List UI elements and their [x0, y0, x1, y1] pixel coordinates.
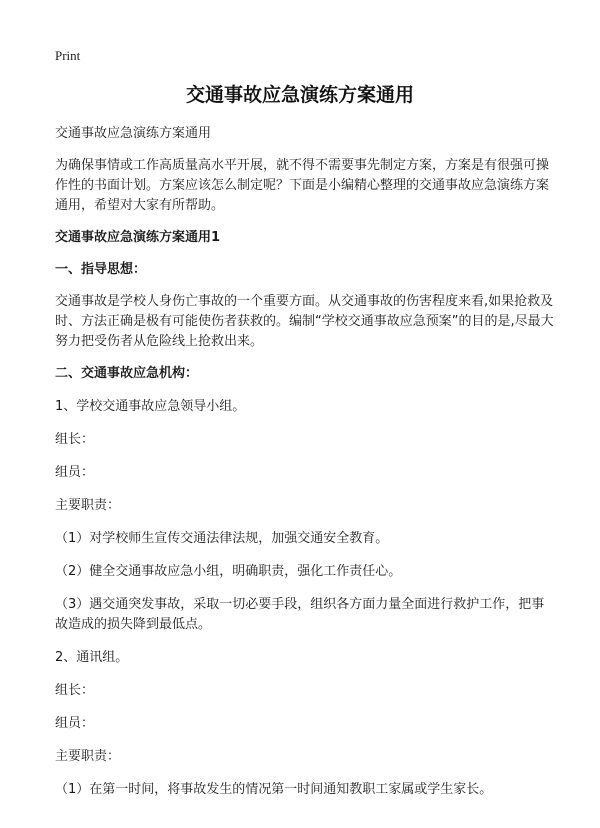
- page-title: 交通事故应急演练方案通用: [185, 84, 414, 106]
- group-1-duty-2: （2）健全交通事故应急小组，明确职责，强化工作责任心。: [55, 564, 402, 579]
- section-title: 交通事故应急演练方案通用1: [55, 230, 221, 245]
- group-1-members: 组员：: [55, 465, 95, 480]
- guiding-paragraph: 交通事故是学校人身伤亡事故的一个重要方面。从交通事故的伤害程度来看,如果抢救及时、方法正确是极有可能使伤者获救的。编制“学校交通事故应急预案”的目的是,尽最大努力把受伤者从危险线上抢救出来。: [55, 294, 554, 349]
- document-subtitle: 交通事故应急演练方案通用: [55, 126, 212, 141]
- heading-emergency-organization: 二、交通事故应急机构：: [55, 366, 199, 381]
- intro-paragraph: 为确保事情或工作高质量高水平开展，就不得不需要事先制定方案，方案是有很强可操作性的书面计划。方案应该怎么制定呢？下面是小编精心整理的交通事故应急演练方案通用，希望对大家有所帮助。: [55, 158, 550, 213]
- group-2-duties-label: 主要职责：: [55, 749, 121, 764]
- group-1-leader: 组长：: [55, 432, 95, 447]
- print-link[interactable]: Print: [55, 48, 81, 63]
- document-body: [55, 124, 555, 800]
- group-1-duty-3: （3）遇交通突发事故，采取一切必要手段，组织各方面力量全面进行救护工作，把事故造成的损失降到最低点。: [55, 597, 545, 632]
- group-2-title: 2、通讯组。: [55, 650, 129, 665]
- heading-guiding-ideology: 一、指导思想：: [55, 262, 147, 277]
- group-1-title: 1、学校交通事故应急领导小组。: [55, 399, 246, 414]
- group-1-duty-1: （1）对学校师生宣传交通法律法规，加强交通安全教育。: [55, 531, 389, 546]
- group-2-duty-1: （1）在第一时间，将事故发生的情况第一时间通知教职工家属或学生家长。: [55, 782, 493, 797]
- group-2-leader: 组长：: [55, 683, 95, 698]
- group-2-members: 组员：: [55, 716, 95, 731]
- group-1-duties-label: 主要职责：: [55, 498, 121, 513]
